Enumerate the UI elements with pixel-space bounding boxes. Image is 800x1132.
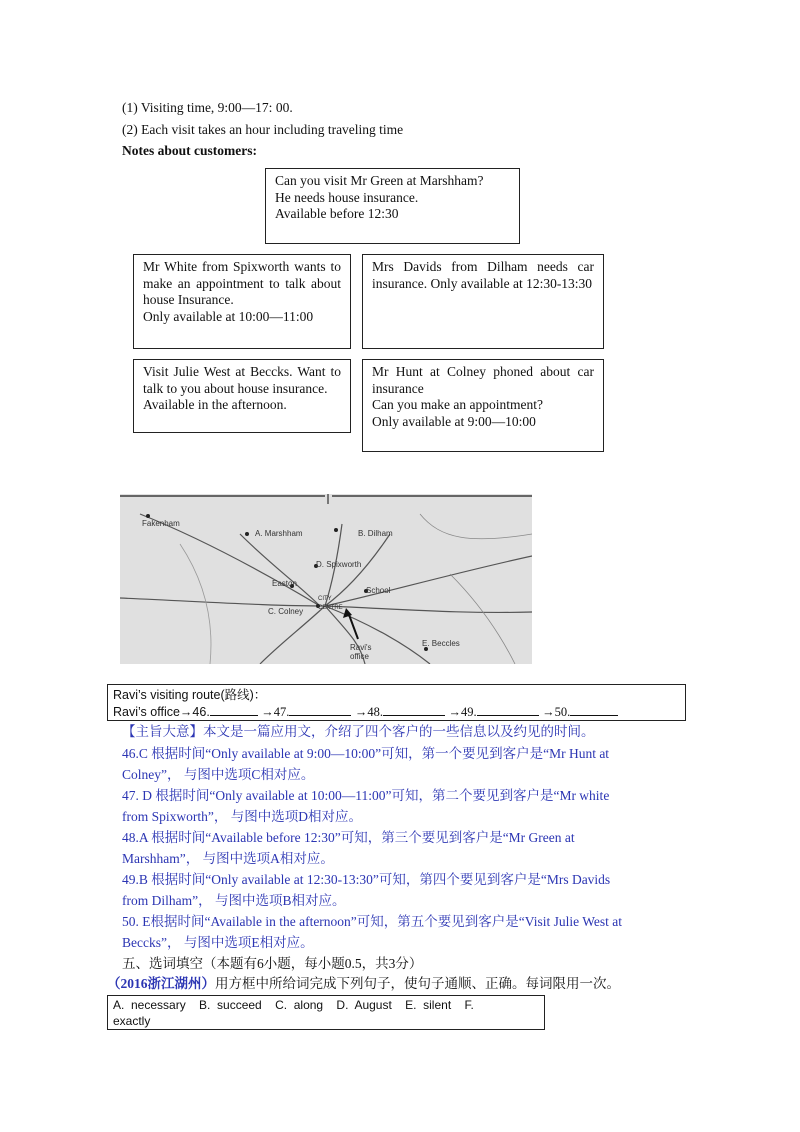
map-label-beccles: E. Beccles	[422, 639, 460, 648]
note-green	[265, 168, 520, 244]
note-hunt-text: Mr Hunt at Colney phoned about car insurance	[372, 364, 594, 396]
blank-48[interactable]	[383, 703, 445, 716]
note-hunt	[362, 359, 604, 452]
rule-visiting-time: (1) Visiting time, 9:00—17: 00.	[122, 100, 293, 115]
blank-49[interactable]	[477, 703, 539, 716]
note-davids	[362, 254, 604, 349]
map-label-office-line1: Ravi's	[350, 643, 372, 652]
map-label-easton: Easton	[272, 579, 297, 588]
answer-summary: 【主旨大意】本文是一篇应用文，介绍了四个客户的一些信息以及约见的时间。	[122, 724, 595, 739]
map-label-spixworth: D. Spixworth	[316, 560, 362, 569]
answer-50-line1: 50. E根据时间“Available in the afternoon”可知，第五个要见到客户是“Visit Julie West at	[122, 914, 623, 929]
map-label-city: CITY	[318, 596, 332, 602]
map-label-centre: CENTRE	[318, 605, 343, 611]
blank-46[interactable]	[210, 703, 258, 716]
blank-47[interactable]	[289, 703, 351, 716]
note-green-line: Can you visit Mr Green at Marshham?	[275, 173, 484, 188]
note-white-text: Mr White from Spixworth wants to make an appointment to talk about house Insurance.	[143, 259, 341, 307]
route-47: →47.	[261, 705, 290, 719]
blank-50[interactable]	[570, 703, 618, 716]
map-label-dilham: B. Dilham	[358, 529, 393, 538]
section5-heading: 五、选词填空（本题有6小题，每小题0.5，共3分）	[122, 956, 423, 971]
section5-source: （2016浙江湖州）	[107, 976, 215, 991]
section5-instruction-line	[107, 975, 620, 993]
map-drawing	[120, 494, 532, 664]
rule-visit-duration: (2) Each visit takes an hour including traveling time	[122, 122, 404, 137]
answer-49-line2: from Dilham”， 与图中选项B相对应。	[122, 893, 346, 908]
route-box	[107, 684, 686, 721]
answer-46-line2: Colney”， 与图中选项C相对应。	[122, 767, 315, 782]
answer-48-line2: Marshham”， 与图中选项A相对应。	[122, 851, 334, 866]
answer-47-line2: from Spixworth”， 与图中选项D相对应。	[122, 809, 362, 824]
note-hunt-time: Only available at 9:00—10:00	[372, 413, 536, 429]
word-bank-line1: A. necessary B. succeed C. along D. August E. silent F.	[113, 998, 474, 1012]
note-julie-time: Available in the afternoon.	[143, 397, 287, 412]
route-49: →49.	[448, 705, 477, 719]
map-label-colney: C. Colney	[268, 607, 304, 616]
note-hunt-question: Can you make an appointment?	[372, 397, 543, 412]
note-julie-text: Visit Julie West at Beccks. Want to talk to you about house insurance.	[143, 364, 341, 396]
route-50: →50.	[542, 705, 571, 719]
route-title: Ravi’s visiting route(路线)：	[113, 688, 267, 702]
section5-instruction: 用方框中所给词完成下列句子，使句子通顺、正确。每词限用一次。	[215, 976, 620, 991]
note-white-time: Only available at 10:00—11:00	[143, 308, 314, 324]
note-green-line: Available before 12:30	[275, 206, 399, 221]
word-bank-line2: exactly	[113, 1014, 151, 1028]
notes-heading: Notes about customers:	[122, 143, 257, 158]
note-white	[133, 254, 351, 349]
answer-48-line1: 48.A 根据时间“Available before 12:30”可知，第三个要见到客户是“Mr Green at	[122, 830, 575, 845]
note-julie	[133, 359, 351, 433]
map-label-office-line2: office	[350, 652, 369, 661]
note-green-line: He needs house insurance.	[275, 189, 419, 205]
route-map	[120, 494, 532, 664]
note-davids-text: Mrs Davids from Dilham needs car insurance. Only available at 12:30-13:30	[372, 259, 594, 291]
answer-49-line1: 49.B 根据时间“Only available at 12:30-13:30”可知，第四个要见到客户是“Mrs Davids	[122, 872, 611, 887]
map-label-fakenham: Fakenham	[142, 519, 180, 528]
answer-50-line2: Beccks”， 与图中选项E相对应。	[122, 935, 314, 950]
route-line	[113, 703, 680, 720]
route-48: →48.	[354, 705, 384, 719]
route-start: Ravi’s office→46.	[113, 705, 210, 719]
answer-46-line1: 46.C 根据时间“Only available at 9:00—10:00”可知，第一个要见到客户是“Mr Hunt at	[122, 746, 610, 761]
answer-47-line1: 47. D 根据时间“Only available at 10:00—11:00”可知，第二个要见到客户是“Mr white	[122, 788, 610, 803]
map-label-marshham: A. Marshham	[255, 529, 303, 538]
map-label-school: School	[366, 586, 391, 595]
word-bank-box	[107, 995, 545, 1030]
